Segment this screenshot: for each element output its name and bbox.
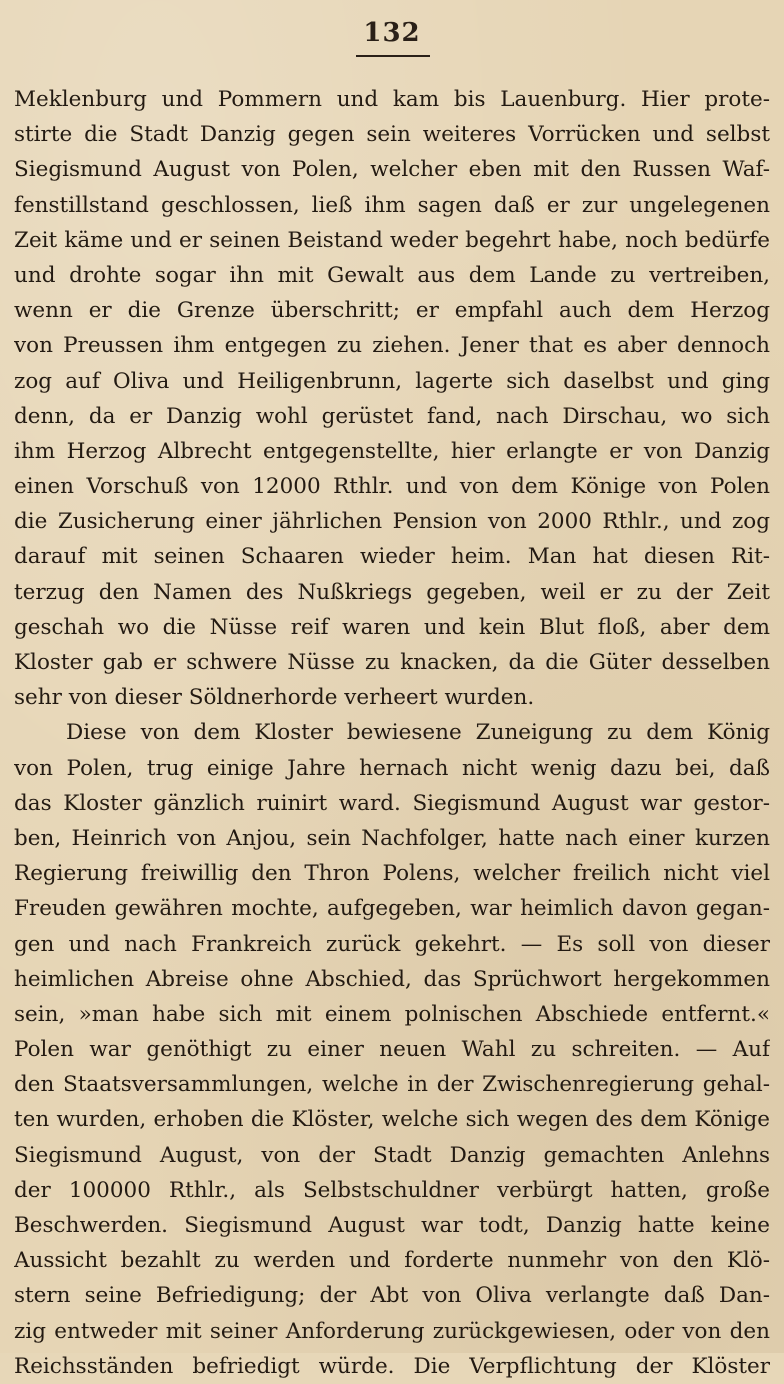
text-line: geschah wo die Nüsse reif waren und kein Blut floß, aber dem (14, 614, 770, 640)
text-line: Polen war genöthigt zu einer neuen Wahl zu schreiten. — Auf (14, 1037, 770, 1063)
text-line: Siegismund August, von der Stadt Danzig gemachten Anlehns (14, 1142, 770, 1168)
text-line: von Preussen ihm entgegen zu ziehen. Jener that es aber dennoch (14, 333, 770, 359)
text-line: fenstillstand geschlossen, ließ ihm sagen daß er zur ungelegenen (14, 192, 770, 218)
page-number-rule (356, 55, 430, 57)
text-line: terzug den Namen des Nußkriegs gegeben, weil er zu der Zeit (14, 579, 770, 605)
text-line: stirte die Stadt Danzig gegen sein weiteres Vorrücken und selbst (14, 122, 770, 148)
text-line: zig entweder mit seiner Anforderung zurückgewiesen, oder von den (14, 1318, 770, 1344)
text-line: den Staatsversammlungen, welche in der Zwischenregierung gehal- (14, 1072, 770, 1098)
text-line: denn, da er Danzig wohl gerüstet fand, nach Dirschau, wo sich (14, 403, 770, 429)
text-line: wenn er die Grenze überschritt; er empfahl auch dem Herzog (14, 298, 770, 324)
text-line: Reichsständen befriedigt würde. Die Verpflichtung der Klöster (14, 1353, 770, 1379)
text-line: der 100000 Rthlr., als Selbstschuldner verbürgt hatten, große (14, 1177, 770, 1203)
text-line: und drohte sogar ihn mit Gewalt aus dem Lande zu vertreiben, (14, 262, 770, 288)
text-line: Zeit käme und er seinen Beistand weder begehrt habe, noch bedürfe (14, 227, 770, 253)
text-line: Kloster gab er schwere Nüsse zu knacken, da die Güter desselben (14, 650, 770, 675)
text-line: ihm Herzog Albrecht entgegenstellte, hier erlangte er von Danzig (14, 438, 770, 464)
text-line: das Kloster gänzlich ruinirt ward. Siegismund August war gestor- (14, 790, 770, 816)
text-line: Diese von dem Kloster bewiesene Zuneigung zu dem König (66, 720, 770, 746)
text-line: ben, Heinrich von Anjou, sein Nachfolger, hatte nach einer kurzen (14, 825, 770, 851)
text-line: ten wurden, erhoben die Klöster, welche sich wegen des dem Könige (14, 1107, 770, 1133)
text-line: Freuden gewähren mochte, aufgegeben, war heimlich davon gegan- (14, 896, 770, 922)
text-line: gen und nach Frankreich zurück gekehrt. — Es soll von dieser (14, 931, 770, 957)
text-line: Aussicht bezahlt zu werden und forderte nunmehr von den Klö- (14, 1248, 770, 1274)
text-line: sein, »man habe sich mit einem polnischen Abschiede entfernt.« (14, 1001, 770, 1027)
text-line: heimlichen Abreise ohne Abschied, das Sprüchwort hergekommen (14, 966, 770, 992)
text-line: Meklenburg und Pommern und kam bis Lauenburg. Hier prote- (14, 87, 770, 112)
text-line: Beschwerden. Siegismund August war todt, Danzig hatte keine (14, 1213, 770, 1238)
text-line: die Zusicherung einer jährlichen Pension von 2000 Rthlr., und zog (14, 509, 770, 535)
text-line: sehr von dieser Söldnerhorde verheert wurden. (14, 685, 535, 711)
text-line: Regierung freiwillig den Thron Polens, welcher freilich nicht viel (14, 861, 770, 887)
text-line: Siegismund August von Polen, welcher eben mit den Russen Waf- (14, 157, 770, 183)
page-number: 132 (363, 18, 421, 48)
text-line: stern seine Befriedigung; der Abt von Oliva verlangte daß Dan- (14, 1283, 770, 1309)
text-line: einen Vorschuß von 12000 Rthlr. und von dem Könige von Polen (14, 474, 770, 500)
body-text (14, 82, 770, 1384)
text-line: zog auf Oliva und Heiligenbrunn, lagerte sich daselbst und ging (14, 368, 770, 394)
text-line: von Polen, trug einige Jahre hernach nicht wenig dazu bei, daß (14, 755, 770, 781)
text-line: darauf mit seinen Schaaren wieder heim. Man hat diesen Rit- (14, 544, 770, 570)
